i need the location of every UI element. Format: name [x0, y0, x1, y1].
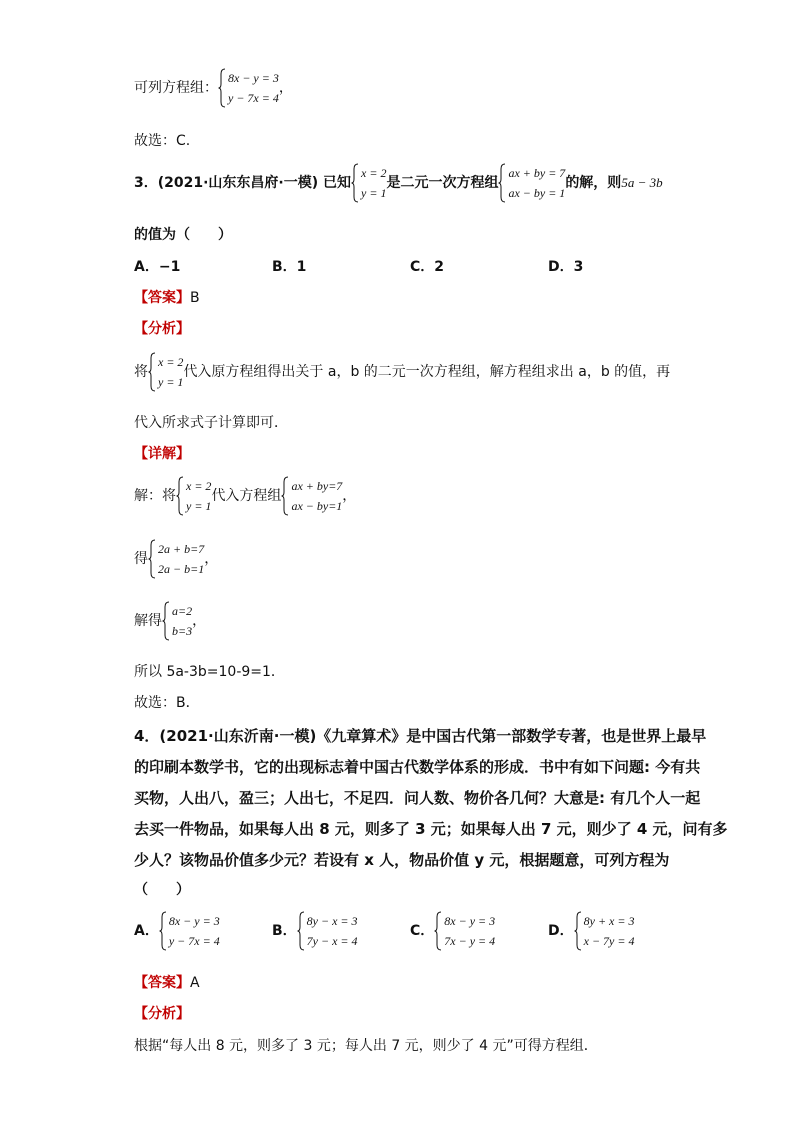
equation-system — [498, 163, 565, 203]
stem-part: 3．(2021·山东东昌府·一模) 已知 — [134, 175, 352, 191]
detail-tag: 【详解】 — [134, 446, 190, 462]
equation: 2a − b=1 — [158, 562, 205, 576]
brace-icon — [218, 68, 226, 108]
analysis-line — [134, 1035, 598, 1055]
equation-system — [574, 911, 635, 951]
brace-icon — [148, 352, 156, 392]
analysis-tag: 【分析】 — [134, 321, 190, 337]
equation: y = 1 — [361, 186, 387, 200]
question-4-line-3 — [134, 787, 700, 808]
option-a — [134, 256, 180, 276]
system-line — [134, 68, 293, 108]
brace-icon — [434, 911, 442, 951]
analysis-text: 代入原方程组得出关于 a，b 的二元一次方程组，解方程组求出 a，b 的值，再 — [183, 364, 671, 380]
option-label: D． — [548, 923, 574, 939]
detail-line-3 — [134, 601, 206, 641]
stem-part: 的值为（ ） — [134, 227, 232, 243]
question-4-line-6 — [134, 879, 190, 899]
analysis-tag-line — [134, 1003, 190, 1023]
equation-system — [218, 68, 279, 108]
equation: 8x − y = 3 — [168, 914, 220, 928]
stem-part: 4．(2021·山东沂南·一模)《九章算术》是中国古代第一部数学专著，也是世界上最早 — [134, 727, 707, 745]
equation: 7y − x = 4 — [306, 934, 358, 948]
equation: 8x − y = 3 — [444, 914, 496, 928]
equation: y = 1 — [158, 375, 184, 389]
option-label: A． — [134, 923, 159, 939]
analysis-tag-line — [134, 318, 190, 338]
equation: y = 1 — [186, 499, 212, 513]
equation-system — [281, 476, 342, 516]
option-a — [134, 911, 220, 951]
brace-icon — [297, 911, 305, 951]
option-label: B． — [272, 923, 297, 939]
equation: ax + by=7 — [291, 479, 343, 493]
detail-suffix: ， — [342, 488, 357, 504]
brace-icon — [162, 601, 170, 641]
option-text: A．−1 — [134, 259, 181, 275]
brace-icon — [574, 911, 582, 951]
equation-system — [176, 476, 211, 516]
equation: 8y − x = 3 — [306, 914, 358, 928]
equation: x = 2 — [158, 355, 184, 369]
equation: 8y + x = 3 — [583, 914, 635, 928]
equation-system — [162, 601, 192, 641]
question-4-line-1 — [134, 725, 706, 746]
answer-line — [134, 287, 200, 307]
analysis-line — [134, 352, 670, 392]
option-text: C．2 — [410, 259, 445, 275]
stem-part: （ ） — [134, 882, 190, 898]
brace-icon — [498, 163, 506, 203]
analysis-line-2 — [134, 412, 288, 432]
question-4-line-2 — [134, 756, 700, 777]
stem-part: 的解，则 — [565, 175, 622, 191]
equation: x − 7y = 4 — [583, 934, 635, 948]
equation: y − 7x = 4 — [168, 934, 220, 948]
option-d — [548, 256, 583, 276]
equation: b=3 — [172, 624, 193, 638]
equation-system — [159, 911, 220, 951]
equation-system — [351, 163, 386, 203]
equation: 7x − y = 4 — [444, 934, 496, 948]
equation-system — [148, 352, 183, 392]
answer-tag: 【答案】 — [134, 290, 190, 306]
stem-part: 买物，人出八，盈三；人出七，不足四．问人数、物价各几何？大意是: 有几个人一起 — [134, 789, 701, 807]
option-b — [272, 256, 306, 276]
analysis-text: 代入所求式子计算即可． — [134, 415, 288, 431]
brace-icon — [176, 476, 184, 516]
equation: x = 2 — [361, 166, 387, 180]
detail-line-2 — [134, 539, 218, 579]
system-suffix: ， — [278, 80, 293, 96]
detail-line-4 — [134, 661, 285, 681]
choice-line — [134, 692, 200, 712]
stem-part: 是二元一次方程组 — [386, 175, 499, 191]
analysis-prefix: 将 — [134, 364, 148, 380]
answer-value: A — [190, 975, 200, 991]
equation-system — [148, 539, 204, 579]
answer-tag: 【答案】 — [134, 975, 190, 991]
detail-suffix: ， — [204, 551, 219, 567]
option-label: C． — [410, 923, 435, 939]
stem-part: 的印刷本数学书，它的出现标志着中国古代数学体系的形成．书中有如下问题: 今有共 — [134, 758, 701, 776]
expression: 5a − 3b — [621, 175, 663, 190]
equation: ax − by=1 — [291, 499, 343, 513]
system-prefix: 可列方程组： — [134, 80, 218, 96]
choice-line — [134, 130, 190, 150]
option-b — [272, 911, 358, 951]
question-4-line-4 — [134, 818, 728, 839]
equation: 8x − y = 3 — [228, 71, 279, 85]
detail-prefix: 得 — [134, 551, 148, 567]
equation: x = 2 — [186, 479, 212, 493]
detail-prefix: 解得 — [134, 613, 162, 629]
analysis-tag: 【分析】 — [134, 1006, 190, 1022]
equation: y − 7x = 4 — [228, 91, 279, 105]
question-4-line-5 — [134, 849, 669, 870]
brace-icon — [159, 911, 167, 951]
brace-icon — [281, 476, 289, 516]
equation: ax + by = 7 — [508, 166, 566, 180]
detail-line-1 — [134, 476, 356, 516]
brace-icon — [351, 163, 359, 203]
analysis-text: 根据“每人出 8 元，则多了 3 元；每人出 7 元，则少了 4 元”可得方程组． — [134, 1038, 598, 1054]
question-3-stem — [134, 163, 663, 203]
detail-prefix: 解：将 — [134, 488, 176, 504]
option-text: D．3 — [548, 259, 584, 275]
equation: 2a + b=7 — [158, 542, 205, 556]
brace-icon — [148, 539, 156, 579]
option-text: B．1 — [272, 259, 307, 275]
stem-part: 少人？该物品价值多少元？若设有 x 人，物品价值 y 元，根据题意，可列方程为 — [134, 851, 670, 869]
choice-text: 故选：B． — [134, 695, 200, 711]
option-c — [410, 911, 495, 951]
detail-suffix: ， — [192, 613, 207, 629]
choice-text: 故选：C. — [134, 133, 191, 149]
option-d — [548, 911, 634, 951]
equation-system — [297, 911, 358, 951]
question-3-stem-end — [134, 224, 232, 244]
option-c — [410, 256, 444, 276]
equation: ax − by = 1 — [508, 186, 566, 200]
detail-text: 所以 5a-3b=10-9=1． — [134, 664, 285, 680]
stem-part: 去买一件物品，如果每人出 8 元，则多了 3 元；如果每人出 7 元，则少了 4 元，问有多 — [134, 820, 728, 838]
detail-mid: 代入方程组 — [211, 488, 282, 504]
equation: a=2 — [172, 604, 193, 618]
equation-system — [434, 911, 495, 951]
answer-value: B — [190, 290, 200, 306]
detail-tag-line — [134, 443, 190, 463]
answer-line — [134, 972, 200, 992]
